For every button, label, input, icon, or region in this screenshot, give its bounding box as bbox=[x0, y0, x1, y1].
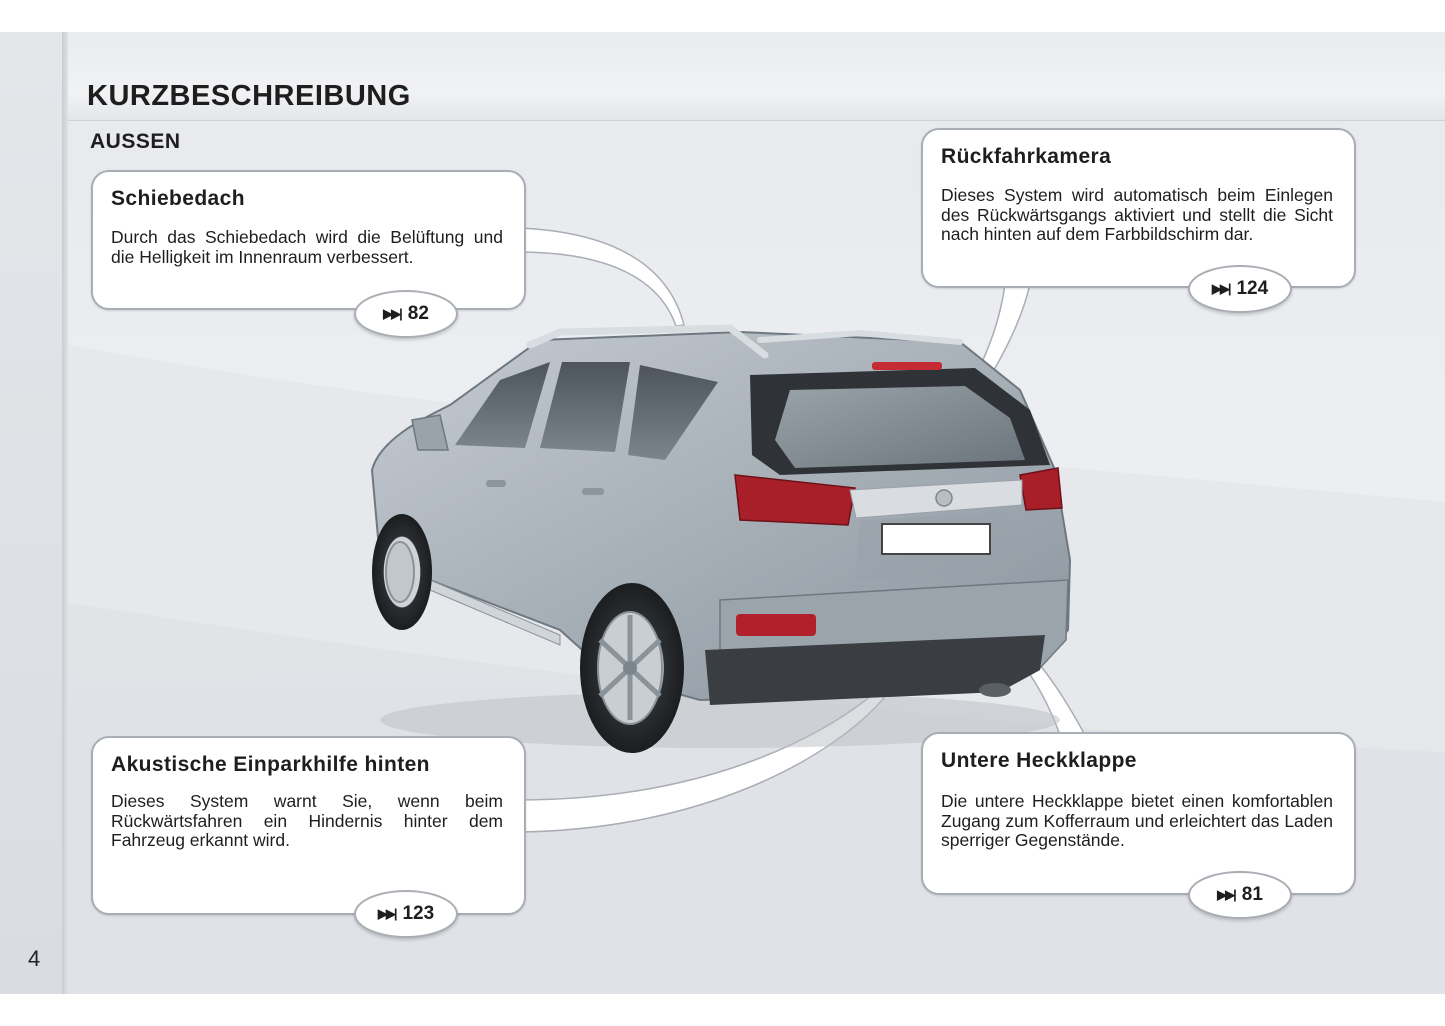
callout-title: Akustische Einparkhilfe hinten bbox=[111, 753, 430, 776]
brand-emblem bbox=[936, 490, 952, 506]
page-ref-number: 124 bbox=[1236, 278, 1269, 299]
page-ref-badge[interactable] bbox=[1188, 265, 1292, 313]
wheel-front bbox=[372, 514, 432, 630]
callout-schiebedach bbox=[91, 170, 526, 310]
tail-light-right bbox=[1020, 468, 1062, 510]
page-ref-number: 123 bbox=[402, 903, 435, 924]
page-ref-number: 81 bbox=[1241, 884, 1263, 905]
callout-title: Rückfahrkamera bbox=[941, 145, 1112, 168]
callout-text: Durch das Schiebedach wird die Belüftung und die Helligkeit im Innenraum verbessert. bbox=[111, 227, 503, 267]
page-title: KURZBESCHREIBUNG bbox=[87, 80, 411, 112]
page-ref-badge[interactable] bbox=[354, 290, 458, 338]
page-reference-icon: ▶▶| bbox=[1211, 281, 1230, 296]
callout-title: Untere Heckklappe bbox=[941, 749, 1137, 772]
callout-einparkhilfe bbox=[91, 736, 526, 915]
section-subtitle: AUSSEN bbox=[90, 130, 181, 153]
callout-text: Dieses System wird automatisch beim Einlegen des Rückwärtsgangs aktiviert und stellt die Sicht nach hinten auf dem Farbbildschirm dar. bbox=[941, 185, 1333, 244]
callout-text: Die untere Heckklappe bietet einen komfortablen Zugang zum Kofferraum und erleichtert das Laden sperriger Gegenstände. bbox=[941, 791, 1333, 850]
page-ref-number: 82 bbox=[407, 303, 429, 324]
rear-reflector bbox=[736, 614, 816, 636]
page-ref-badge[interactable] bbox=[1188, 871, 1292, 919]
page-ref-badge[interactable] bbox=[354, 890, 458, 938]
license-plate bbox=[882, 524, 990, 554]
wheel-rear bbox=[580, 583, 684, 753]
callout-rueckfahrkamera bbox=[921, 128, 1356, 288]
callout-untere-heckklappe bbox=[921, 732, 1356, 895]
page-reference-icon: ▶▶| bbox=[377, 906, 396, 921]
page-reference-icon: ▶▶| bbox=[383, 306, 401, 321]
callout-title: Schiebedach bbox=[111, 187, 245, 210]
page-number: 4 bbox=[28, 946, 41, 971]
page-reference-icon: ▶▶| bbox=[1217, 887, 1235, 902]
callout-text: Dieses System warnt Sie, wenn beim Rückwärtsfahren ein Hindernis hinter dem Fahrzeug erkannt wird. bbox=[111, 791, 503, 850]
